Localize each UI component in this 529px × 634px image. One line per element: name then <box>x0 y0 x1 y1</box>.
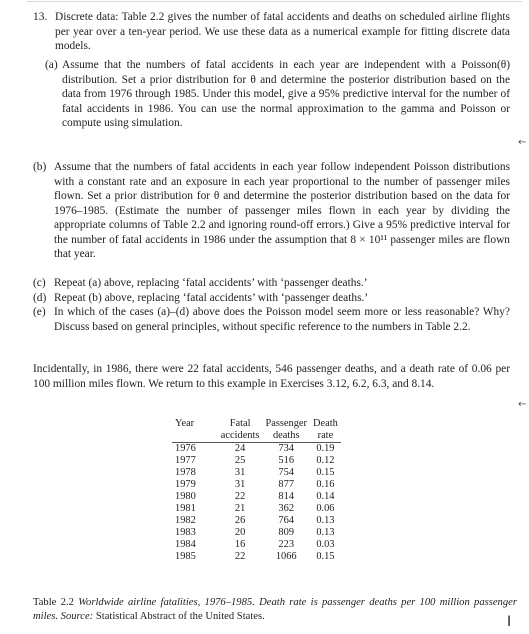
fatal-accidents-cell: 31 <box>234 467 246 478</box>
death-rate-cell: 0.13 <box>316 527 335 538</box>
part-d <box>33 291 510 306</box>
fatal-accidents-cell: 22 <box>234 491 246 502</box>
table-row <box>172 527 341 539</box>
year-cell: 1985 <box>175 551 196 562</box>
year-cell: 1977 <box>175 455 196 466</box>
year-cell: 1982 <box>175 515 196 526</box>
table-row <box>172 443 341 456</box>
rate-header-bottom: rate <box>310 430 341 443</box>
year-cell: 1980 <box>175 491 196 502</box>
caption-italic: Worldwide airline fatalities, 1976–1985. Death rate is passenger deaths per 100 million passenger miles. Source: <box>33 597 517 622</box>
table-row <box>172 515 341 527</box>
problem-intro: Discrete data: Table 2.2 gives the number of fatal accidents and deaths on scheduled airline flights per year over a ten-year period. We use these data as a numerical example for fitting discrete data models. <box>55 11 510 52</box>
fatal-header-top: Fatal <box>229 418 251 429</box>
part-b <box>33 160 510 262</box>
death-rate-cell: 0.16 <box>316 479 335 490</box>
year-cell: 1979 <box>175 479 196 490</box>
passenger-deaths-cell: 754 <box>278 467 295 478</box>
table-row <box>172 503 341 515</box>
part-b-text: Assume that the numbers of fatal accidents in each year follow independent Poisson distributions with a constant rate and an exposure in each year proportional to the number of passenger miles flown. Set a prior distribution for θ and determine the posterior distribution based on the data for 1976–1985. (Estimate the number of passenger miles flown in each year by dividing the appropriate columns of Table 2.2 and ignoring round-off errors.) Give a 95% predictive interval for the number of fatal accidents in 1986 under the assumption that 8 × 10¹¹ passenger miles are flown that year. <box>54 161 510 260</box>
caption-source: Statistical Abstract of the United States. <box>95 610 265 622</box>
death-rate-cell: 0.13 <box>316 515 335 526</box>
part-e <box>33 305 510 334</box>
fatal-accidents-cell: 21 <box>234 503 246 514</box>
death-rate-cell: 0.06 <box>316 503 335 514</box>
year-header: Year <box>172 418 218 443</box>
caption-prefix: Table 2.2 <box>33 597 74 608</box>
year-cell: 1981 <box>175 503 196 514</box>
part-a <box>45 58 510 131</box>
table-row <box>172 479 341 491</box>
part-a-label: (a) <box>45 59 58 71</box>
passenger-header-bottom: deaths <box>262 430 310 443</box>
fatal-accidents-cell: 24 <box>234 443 246 454</box>
death-rate-cell: 0.12 <box>316 455 335 466</box>
top-rule <box>27 1 522 2</box>
passenger-deaths-cell: 734 <box>278 443 295 454</box>
part-c-label: (c) <box>33 277 46 289</box>
text-cursor-icon: I <box>507 614 512 630</box>
table-row <box>172 467 341 479</box>
part-b-label: (b) <box>33 161 47 173</box>
fatal-accidents-cell: 20 <box>234 527 246 538</box>
part-d-label: (d) <box>33 292 47 304</box>
part-d-text: Repeat (b) above, replacing ‘fatal accidents’ with ‘passenger deaths.’ <box>54 292 369 304</box>
part-a-text: Assume that the numbers of fatal accidents in each year are independent with a Poisson(θ) distribution. Set a prior distribution for θ and determine the posterior distribution based on the data from 1976 through 1985. Under this model, give a 95% predictive interval for the number of fatal accidents in 1986. You can use the normal approximation to the gamma and Poisson or compute using simulation. <box>62 59 510 129</box>
death-rate-cell: 0.19 <box>316 443 335 454</box>
passenger-deaths-cell: 809 <box>278 527 295 538</box>
passenger-deaths-cell: 764 <box>278 515 295 526</box>
year-cell: 1984 <box>175 539 196 550</box>
year-cell: 1976 <box>175 443 196 454</box>
fatal-accidents-cell: 16 <box>234 539 246 550</box>
table-2-2 <box>172 418 341 563</box>
death-rate-cell: 0.15 <box>316 467 335 478</box>
fatal-accidents-cell: 31 <box>234 479 246 490</box>
passenger-header-top: Passenger <box>265 418 307 429</box>
return-arrow-icon: ← <box>518 137 527 148</box>
table-body <box>172 443 341 564</box>
passenger-deaths-cell: 877 <box>278 479 295 490</box>
table-row <box>172 551 341 563</box>
passenger-deaths-cell: 223 <box>278 539 295 550</box>
passenger-deaths-cell: 516 <box>278 455 295 466</box>
passenger-deaths-cell: 362 <box>278 503 295 514</box>
table-row <box>172 455 341 467</box>
problem-number: 13. <box>33 11 48 23</box>
table-row <box>172 539 341 551</box>
death-rate-cell: 0.03 <box>316 539 335 550</box>
part-e-label: (e) <box>33 306 46 318</box>
part-c-text: Repeat (a) above, replacing ‘fatal accidents’ with ‘passenger deaths.’ <box>54 277 368 289</box>
fatal-accidents-cell: 26 <box>234 515 246 526</box>
year-cell: 1978 <box>175 467 196 478</box>
problem-13 <box>33 10 510 54</box>
table-row <box>172 491 341 503</box>
fatal-header-bottom: accidents <box>218 430 263 443</box>
fatal-accidents-cell: 25 <box>234 455 246 466</box>
rate-header-top: Death <box>313 418 338 429</box>
incidentally-paragraph: Incidentally, in 1986, there were 22 fatal accidents, 546 passenger deaths, and a death rate of 0.06 per 100 million miles flown. We return to this example in Exercises 3.12, 6.2, 6.3, and 8.14. <box>33 363 510 390</box>
part-e-text: In which of the cases (a)–(d) above does the Poisson model seem more or less reasonable? Why? Discuss based on general principles, without specific reference to the numbers in Table 2.2. <box>54 306 510 333</box>
death-rate-cell: 0.15 <box>316 551 335 562</box>
year-cell: 1983 <box>175 527 196 538</box>
death-rate-cell: 0.14 <box>316 491 335 502</box>
passenger-deaths-cell: 814 <box>278 491 295 502</box>
fatal-accidents-cell: 22 <box>234 551 246 562</box>
return-arrow-icon: ← <box>518 399 527 410</box>
part-c <box>33 276 510 291</box>
passenger-deaths-cell: 1066 <box>275 551 297 562</box>
table-caption <box>33 596 517 623</box>
